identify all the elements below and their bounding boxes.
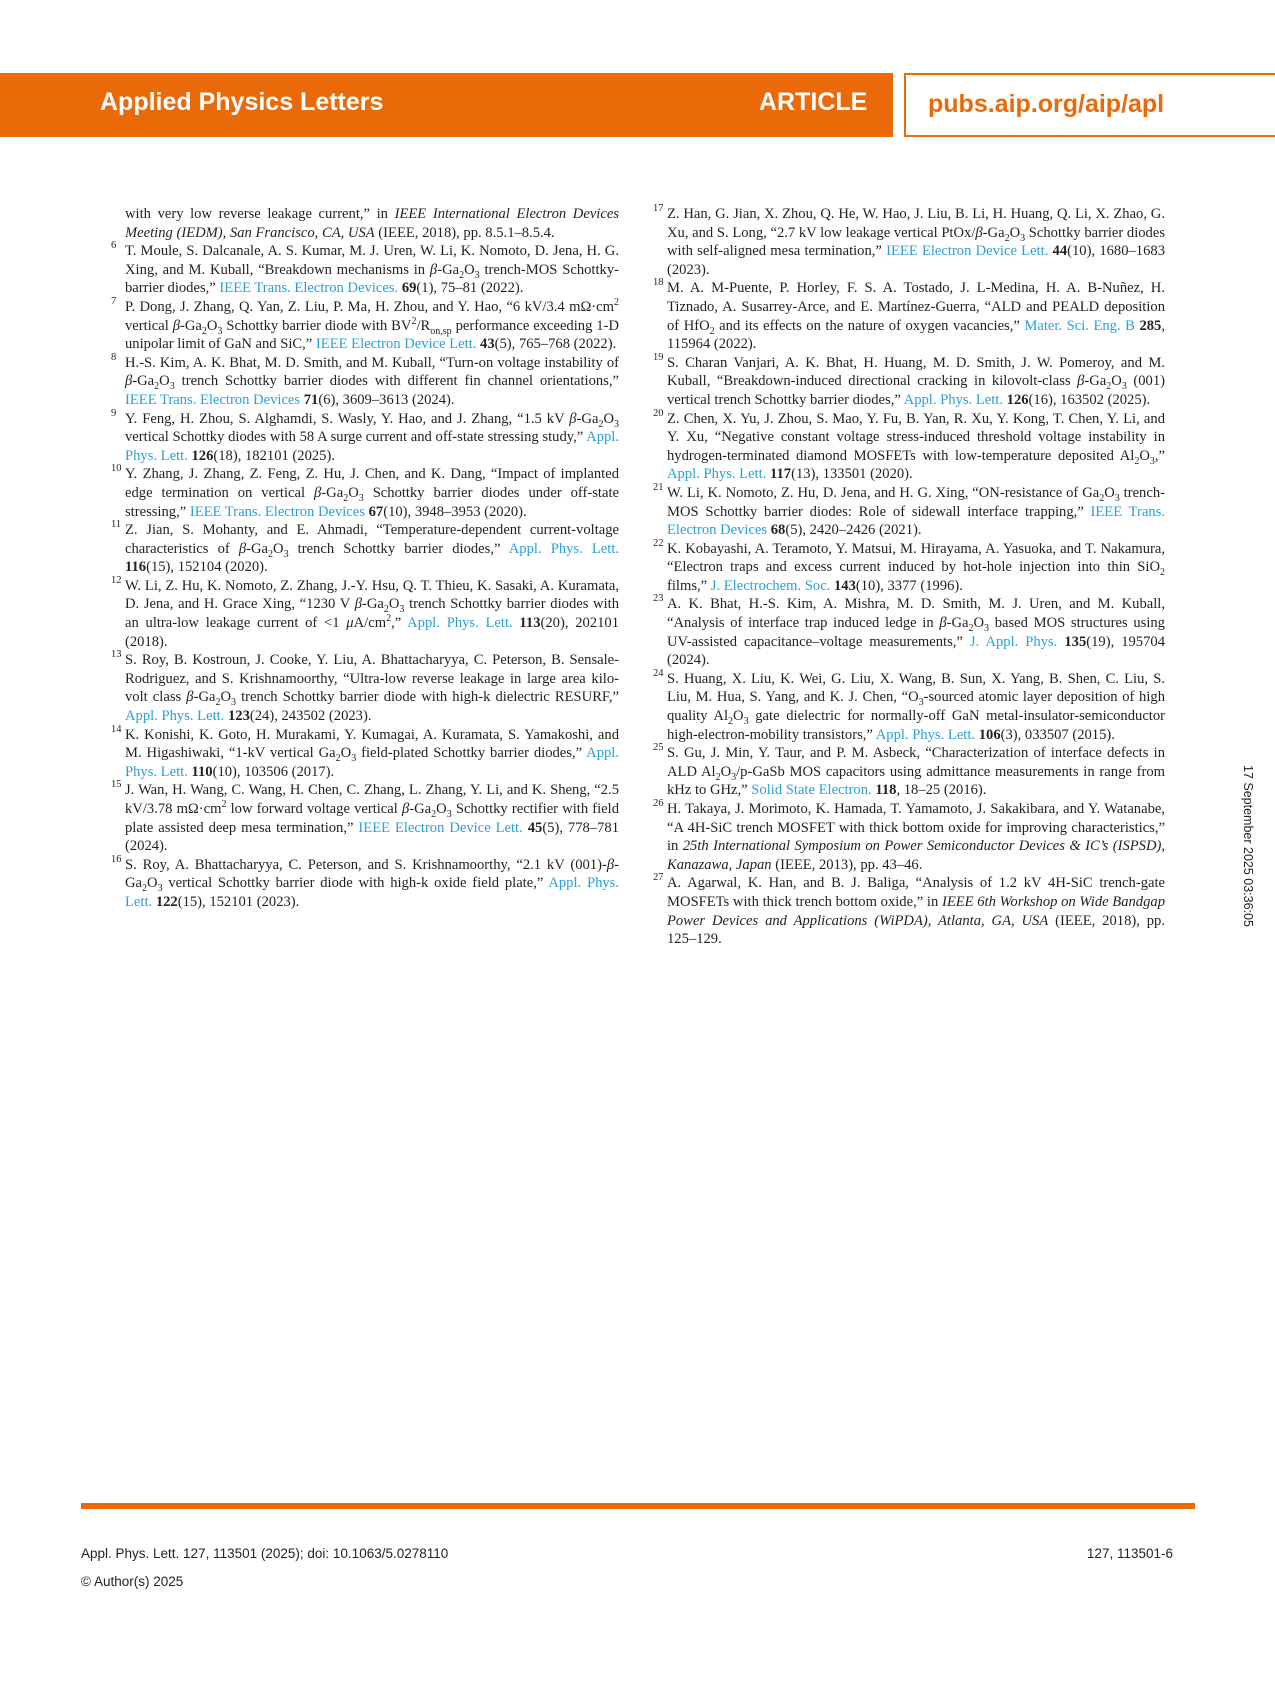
download-timestamp: 17 September 2025 03:36:05	[1241, 765, 1255, 927]
reference-text: O	[348, 484, 359, 501]
reference-text: Schottky barrier diodes under off-state stressing,”	[125, 484, 619, 520]
reference-text: (18), 182101 (2025).	[213, 447, 335, 464]
reference-number: 23	[653, 593, 664, 605]
reference-volume: 113	[519, 615, 541, 632]
reference-italic-text: β	[429, 261, 438, 278]
reference-text: (13), 133501 (2020).	[791, 466, 913, 483]
reference-italic-text: IEEE 6th Workshop on Wide Bandgap Power Devices and Applications (WiPDA), Atlanta, GA, USA	[667, 893, 1165, 929]
reference-text: /p-GaSb MOS capacitors using admittance measurements in range from kHz to GHz,”	[667, 763, 1165, 799]
reference-text: Z. Jian, S. Mohanty, and E. Ahmadi, “Temperature-dependent current-voltage characteristics of	[125, 522, 619, 557]
reference-text: O	[340, 745, 352, 762]
reference-number: 21	[653, 481, 664, 493]
reference-text: films,”	[667, 577, 711, 594]
footer-copyright: © Author(s) 2025	[81, 1574, 184, 1589]
reference-text: O	[1111, 373, 1122, 390]
reference-number: 17	[653, 203, 664, 214]
journal-link[interactable]: IEEE Electron Device Lett.	[358, 819, 523, 836]
reference-volume: 106	[978, 726, 1001, 743]
subscript: 3	[217, 325, 223, 337]
reference-text: ,”	[391, 615, 408, 632]
reference-text: Y. Zhang, J. Zhang, Z. Feng, Z. Hu, J. Chen, and K. Dang, “Impact of implanted edge termination on vertical	[125, 466, 619, 501]
journal-url-link[interactable]: pubs.aip.org/aip/apl	[928, 90, 1165, 118]
reference-text: (15), 152104 (2020).	[146, 559, 268, 576]
journal-link[interactable]: Mater. Sci. Eng. B	[1024, 317, 1135, 334]
journal-link[interactable]: Appl. Phys. Lett.	[125, 745, 620, 780]
footer-page-number: 127, 113501-6	[1086, 1546, 1173, 1561]
reference-text: O	[973, 615, 985, 632]
reference-text: K. Kobayashi, A. Teramoto, Y. Matsui, M. Hirayama, A. Yasuoka, and T. Nakamura, “Electron traps and excess current induced by hot-hole injection into thin SiO	[667, 540, 1165, 576]
subscript: 2	[1106, 381, 1112, 393]
reference-text: O	[733, 708, 744, 725]
reference-number: 13	[111, 649, 122, 661]
reference-text: (16), 163502 (2025).	[1028, 391, 1151, 408]
reference-volume: 126	[191, 447, 214, 464]
reference-text: -Ga	[321, 484, 344, 501]
reference-text: (5), 778–781 (2024).	[125, 819, 619, 855]
reference-text: O	[1009, 224, 1021, 241]
reference-text: -Ga	[179, 317, 202, 334]
subscript: 3	[446, 808, 452, 820]
reference-entry	[653, 277, 1165, 353]
reference-volume: 117	[769, 466, 792, 483]
reference-text: K. Konishi, K. Goto, H. Murakami, Y. Kumagai, A. Kuramata, S. Yamakoshi, and M. Higashiwaki, “1-kV vertical Ga	[125, 726, 619, 762]
reference-entry	[125, 205, 619, 242]
reference-number: 19	[653, 351, 664, 363]
reference-number: 7	[111, 295, 117, 307]
subscript: 3	[399, 604, 405, 616]
reference-volume: 44	[1052, 243, 1068, 260]
reference-text: S. Charan Vanjari, A. K. Bhat, H. Huang, M. D. Smith, J. W. Pomeroy, and M. Kuball, “Breakdown-induced directional cracking in kilovolt-class	[667, 354, 1165, 390]
reference-text: trench Schottky barrier diodes,”	[288, 540, 509, 557]
reference-text: ,”	[1154, 447, 1165, 464]
reference-text: trench Schottky barrier diodes with different fin channel orientations,”	[174, 373, 619, 390]
reference-italic-text: β	[1077, 373, 1085, 390]
reference-volume: 116	[125, 559, 147, 576]
reference-text: -Ga	[946, 615, 969, 632]
journal-link[interactable]: Appl. Phys. Lett.	[875, 726, 976, 743]
reference-italic-text: β	[569, 410, 577, 427]
superscript: 2	[221, 799, 227, 811]
reference-text: O	[159, 373, 170, 390]
reference-text: H.-S. Kim, A. K. Bhat, M. D. Smith, and M. Kuball, “Turn-on voltage instability of	[125, 354, 619, 371]
subscript: 2	[1134, 455, 1140, 467]
reference-number: 12	[111, 574, 122, 586]
reference-text: (6), 3609–3613 (2024).	[318, 391, 455, 408]
reference-text: S. Roy, B. Kostroun, J. Cooke, Y. Liu, A. Bhattacharyya, C. Peterson, B. Sensale-Rodriguez, and S. Krishnamoorthy, “Ultra-low reverse leakage in large area kilo-volt class	[125, 652, 619, 706]
reference-entry	[653, 667, 1166, 744]
journal-link[interactable]: Solid State Electron.	[751, 782, 872, 799]
reference-italic-text: β	[939, 615, 947, 632]
reference-number: 24	[653, 667, 664, 679]
reference-number: 9	[111, 407, 117, 419]
subscript: 3	[1020, 232, 1026, 244]
reference-text: S. Gu, J. Min, Y. Taur, and P. M. Asbeck, “Characterization of interface defects in ALD Al	[667, 745, 1165, 780]
reference-text: P. Dong, J. Zhang, Q. Yan, Z. Liu, P. Ma, H. Zhou, and Y. Hao, “6 kV/3.4 mΩ·cm	[125, 298, 614, 315]
reference-text: (001) vertical trench Schottky barrier diodes,”	[667, 373, 1165, 408]
reference-text: low forward voltage vertical	[226, 801, 402, 817]
superscript: 2	[386, 613, 392, 625]
reference-text: W. Li, Z. Hu, K. Nomoto, Z. Zhang, J.-Y. Hsu, Q. T. Thieu, K. Sasaki, A. Kuramata, D. Jena, and H. Grace Xing, “1230 V	[125, 577, 619, 613]
reference-text: A/cm	[353, 615, 387, 632]
reference-text: S. Roy, A. Bhattacharyya, C. Peterson, and S. Krishnamoorthy, “2.1 kV (001)-	[125, 856, 607, 873]
journal-link[interactable]: Appl. Phys. Lett.	[667, 466, 767, 483]
reference-number: 8	[111, 351, 117, 363]
subscript: 2	[335, 753, 341, 765]
subscript: 3	[358, 492, 364, 504]
journal-link[interactable]: J. Electrochem. Soc.	[710, 577, 831, 594]
journal-link[interactable]: IEEE Trans. Electron Devices	[189, 503, 365, 520]
reference-text: vertical	[125, 317, 173, 334]
reference-entry	[111, 853, 619, 912]
reference-entry	[653, 203, 1166, 279]
journal-link[interactable]: Appl. Phys. Lett.	[903, 391, 1003, 408]
reference-text: (10), 1680–1683 (2023).	[667, 243, 1165, 278]
reference-text: /R	[416, 317, 431, 334]
reference-text: -Ga	[132, 373, 155, 390]
reference-entry	[111, 351, 619, 410]
reference-text: vertical Schottky diodes with 58 A surge current and off-state stressing study,”	[125, 429, 587, 446]
journal-link[interactable]: IEEE Trans. Electron Devices	[125, 391, 301, 408]
reference-text: O	[388, 596, 400, 613]
reference-text: J. Wan, H. Wang, C. Wang, H. Chen, C. Zhang, L. Zhang, Y. Li, and K. Sheng, “2.5 kV/3.78 mΩ·cm	[125, 782, 619, 817]
subscript: 2	[215, 697, 221, 709]
subscript: 2	[343, 492, 349, 504]
reference-text: -Ga	[246, 540, 269, 557]
subscript: 3	[731, 771, 737, 783]
reference-volume: 123	[227, 708, 250, 725]
reference-text: S. Huang, X. Liu, K. Wei, G. Liu, X. Wang, B. Sun, X. Yang, B. Shen, C. Liu, S. Liu, M. Hua, S. Yang, and K. J. Chen, “O	[667, 670, 1165, 706]
subscript: 2	[142, 883, 148, 895]
reference-text: trench-MOS Schottky-barrier diodes,”	[125, 261, 619, 297]
reference-text: O	[273, 540, 284, 557]
subscript: 2	[598, 418, 604, 430]
reference-entry	[653, 593, 1165, 669]
reference-text: -Ga	[437, 261, 460, 278]
subscript: on,sp	[430, 325, 452, 337]
subscript: 3	[1114, 492, 1120, 504]
subscript: 2	[431, 808, 437, 820]
reference-number: 15	[111, 779, 122, 791]
reference-text: (5), 765–768 (2022).	[494, 336, 617, 353]
subscript: 2	[459, 269, 465, 281]
subscript: 3	[614, 418, 619, 430]
reference-text: (10), 3377 (1996).	[855, 577, 963, 594]
reference-volume: 67	[368, 503, 384, 520]
subscript: 2	[1099, 492, 1105, 504]
reference-volume: 45	[527, 819, 543, 836]
reference-entry	[111, 295, 619, 354]
reference-text: H. Takaya, J. Morimoto, K. Hamada, T. Yamamoto, J. Sakakibara, and Y. Watanabe, “A 4H-SiC trench MOSFET with thick bottom oxide for improving characteristics,” in	[667, 801, 1165, 855]
reference-text: O	[720, 763, 732, 780]
reference-number: 10	[111, 463, 122, 475]
reference-volume: 285	[1139, 317, 1162, 334]
reference-text: based MOS structures using UV-assisted capacitance–voltage measurements,”	[667, 615, 1165, 650]
reference-number: 14	[111, 723, 122, 735]
journal-link[interactable]: Appl. Phys. Lett.	[407, 615, 513, 632]
reference-italic-text: β	[354, 596, 362, 613]
reference-italic-text: β	[186, 689, 194, 706]
subscript: 2	[728, 715, 734, 727]
reference-entry	[111, 240, 619, 298]
reference-text: O	[1139, 447, 1150, 464]
reference-text: -Ga	[409, 801, 432, 817]
reference-italic-text: β	[975, 224, 983, 241]
reference-volume: 118	[875, 782, 897, 799]
reference-text: Schottky barrier diodes with self-aligned mesa termination,”	[667, 224, 1166, 260]
reference-text: vertical Schottky barrier diode with high-k oxide field plate,”	[162, 875, 549, 892]
reference-text: -Ga	[125, 856, 619, 892]
subscript: 3	[351, 753, 357, 765]
journal-link[interactable]: Appl. Phys. Lett.	[125, 875, 619, 910]
superscript: 2	[614, 297, 619, 309]
reference-entry	[111, 574, 620, 651]
reference-volume: 71	[303, 391, 319, 408]
reference-text: O	[464, 261, 475, 278]
subscript: 3	[231, 697, 237, 709]
reference-volume: 68	[770, 522, 786, 539]
article-type-label: ARTICLE	[759, 88, 868, 116]
reference-text: Schottky barrier diode with BV	[222, 317, 412, 334]
reference-entry	[111, 519, 620, 577]
reference-text: O	[206, 317, 218, 334]
subscript: 3	[474, 269, 480, 281]
reference-number: 25	[653, 742, 664, 754]
reference-text: (24), 243502 (2023).	[249, 708, 372, 725]
reference-italic-text: β	[606, 856, 615, 873]
footer-divider	[81, 1503, 1195, 1509]
reference-text: Schottky rectifier with field plate assisted deep mesa termination,”	[125, 801, 620, 836]
journal-title: Applied Physics Letters	[100, 88, 384, 116]
subscript: 2	[709, 325, 715, 337]
subscript: 3	[169, 381, 175, 393]
reference-entry	[653, 798, 1166, 874]
journal-link[interactable]: IEEE Electron Device Lett.	[886, 243, 1049, 260]
subscript: 2	[268, 548, 274, 560]
reference-entry	[111, 779, 620, 855]
reference-text: A. K. Bhat, H.-S. Kim, A. Mishra, M. D. Smith, M. J. Uren, and M. Kuball, “Analysis of interface trap induced ledge in	[667, 596, 1165, 632]
subscript: 2	[968, 622, 974, 634]
reference-volume: 69	[401, 280, 417, 297]
subscript: 2	[1160, 567, 1165, 579]
reference-text: , 115964 (2022).	[667, 317, 1165, 353]
reference-text: Z. Chen, X. Yu, J. Zhou, S. Mao, Y. Fu, B. Yan, R. Xu, Y. Kong, T. Chen, Y. Li, and Y. Xu, “Negative constant voltage stress-induced threshold voltage instability in hydrogen-terminated diamond MOSFETs with low-temperature deposited Al	[667, 410, 1165, 464]
subscript: 2	[383, 604, 389, 616]
reference-text: -Ga	[193, 689, 216, 706]
reference-text: M. A. M-Puente, P. Horley, F. S. A. Tostado, J. L-Medina, H. A. B-Nuñez, H. Tiznado, A. Susarrey-Arce, and E. Martínez-Guerra, “ALD and PEALD deposition of HfO	[667, 280, 1165, 334]
reference-text: (IEEE, 2018), pp. 8.5.1–8.5.4.	[374, 224, 555, 241]
journal-link[interactable]: IEEE Trans. Electron Devices	[667, 503, 1165, 539]
reference-text: O	[436, 801, 447, 817]
reference-volume: 126	[1006, 391, 1029, 408]
reference-text: (IEEE, 2018), pp. 125–129.	[667, 912, 1166, 948]
reference-italic-text: β	[314, 484, 322, 501]
reference-number: 20	[653, 407, 664, 419]
reference-text: and its effects on the nature of oxygen vacancies,”	[714, 317, 1025, 334]
reference-text: (10), 3948–3953 (2020).	[383, 503, 527, 520]
subscript: 3	[1121, 381, 1127, 393]
reference-text: (3), 033507 (2015).	[1000, 726, 1115, 743]
reference-text: gate dielectric for normally-off GaN metal-insulator-semiconductor high-electron-mobility transistors,”	[667, 708, 1166, 743]
reference-text: -sourced atomic layer deposition of high quality Al	[667, 689, 1165, 725]
references-left-column	[111, 205, 620, 912]
subscript: 2	[154, 381, 160, 393]
reference-text: (10), 103506 (2017).	[212, 763, 335, 780]
reference-italic-text: β	[401, 801, 410, 817]
reference-text: W. Li, K. Nomoto, Z. Hu, D. Jena, and H. G. Xing, “ON-resistance of Ga	[667, 484, 1100, 501]
reference-text: (IEEE, 2013), pp. 43–46.	[771, 856, 923, 873]
reference-text: T. Moule, S. Dalcanale, A. S. Kumar, M. J. Uren, W. Li, K. Nomoto, D. Jena, H. G. Xing, and M. Kuball, “Breakdown mechanisms in	[125, 243, 619, 278]
reference-text: -Ga	[1084, 373, 1107, 390]
reference-volume: 122	[155, 893, 178, 910]
reference-text: trench-MOS Schottky barrier diodes: Role of sidewall interface trapping,”	[667, 484, 1165, 520]
reference-text: (1), 75–81 (2022).	[416, 280, 524, 297]
reference-entry	[653, 537, 1165, 596]
subscript: 3	[157, 883, 163, 895]
reference-text: A. Agarwal, K. Han, and B. J. Baliga, “Analysis of 1.2 kV 4H-SiC trench-gate MOSFETs with thick trench bottom oxide,” in	[667, 875, 1165, 910]
reference-text: (5), 2420–2426 (2021).	[785, 522, 922, 539]
reference-number: 18	[653, 277, 664, 289]
journal-link[interactable]: J. Appl. Phys.	[969, 633, 1058, 650]
reference-text: Y. Feng, H. Zhou, S. Alghamdi, S. Wasly, Y. Hao, and J. Zhang, “1.5 kV	[125, 410, 570, 427]
reference-number: 22	[653, 537, 664, 549]
reference-text: , 18–25 (2016).	[896, 782, 987, 799]
reference-text: -Ga	[576, 410, 599, 427]
superscript: 2	[411, 315, 417, 327]
reference-entry	[111, 723, 620, 782]
reference-text: (19), 195704 (2024).	[667, 633, 1165, 669]
subscript: 3	[984, 622, 990, 634]
subscript: 3	[1149, 455, 1155, 467]
reference-italic-text: β	[125, 373, 133, 390]
journal-link[interactable]: Appl. Phys. Lett.	[125, 429, 619, 464]
reference-text: trench Schottky barrier diode with high-k dielectric RESURF,”	[236, 689, 619, 706]
reference-entry	[111, 649, 619, 725]
subscript: 3	[918, 697, 924, 709]
reference-italic-text: IEEE International Electron Devices Meeting (IEDM), San Francisco, CA, USA	[125, 206, 619, 241]
reference-text: field-plated Schottky barrier diodes,”	[356, 745, 587, 762]
reference-text: O	[147, 875, 158, 892]
reference-text: trench Schottky barrier diodes with an ultra-low leakage current of <1	[125, 596, 620, 632]
reference-text: (15), 152101 (2023).	[177, 893, 300, 910]
reference-entry	[653, 872, 1166, 948]
reference-entry	[111, 407, 619, 466]
references-right-column	[653, 203, 1166, 949]
reference-italic-text: μ	[346, 615, 354, 632]
subscript: 2	[1004, 232, 1010, 244]
reference-entry	[653, 481, 1165, 540]
reference-volume: 43	[480, 336, 495, 353]
subscript: 2	[715, 771, 721, 783]
reference-text: Z. Han, G. Jian, X. Zhou, Q. He, W. Hao, J. Liu, B. Li, H. Huang, Q. Li, X. Zhao, G. Xu, and S. Long, “2.7 kV low leakage vertical PtOx/	[667, 206, 1165, 241]
reference-entry	[653, 351, 1165, 410]
reference-entry	[111, 463, 619, 521]
reference-number: 11	[111, 519, 122, 531]
reference-italic-text: β	[238, 540, 247, 557]
reference-text: -Ga	[361, 596, 384, 613]
reference-number: 27	[653, 872, 664, 884]
reference-entry	[653, 407, 1165, 484]
reference-italic-text: 25th International Symposium on Power Semiconductor Devices & IC’s (ISPSD), Kanazawa, Japan	[667, 838, 1166, 873]
journal-link[interactable]: Appl. Phys. Lett.	[125, 708, 225, 725]
reference-number: 26	[653, 798, 664, 809]
subscript: 2	[201, 325, 207, 337]
journal-link[interactable]: Appl. Phys. Lett.	[508, 540, 620, 557]
subscript: 3	[283, 548, 289, 560]
subscript: 3	[743, 715, 749, 727]
reference-number: 6	[111, 240, 117, 252]
reference-text: O	[220, 689, 232, 706]
reference-entry	[653, 742, 1165, 800]
journal-link[interactable]: IEEE Electron Device Lett.	[315, 336, 477, 353]
reference-text: -Ga	[982, 224, 1005, 241]
reference-volume: 143	[834, 577, 856, 594]
reference-volume: 110	[191, 763, 213, 780]
reference-text: with very low reverse leakage current,” in	[125, 206, 395, 222]
journal-link[interactable]: IEEE Trans. Electron Devices.	[219, 280, 399, 297]
footer-citation: Appl. Phys. Lett. 127, 113501 (2025); doi: 10.1063/5.0278110	[81, 1546, 449, 1561]
reference-text: performance exceeding 1-D unipolar limit of GaN and SiC,”	[125, 317, 619, 353]
reference-number: 16	[111, 853, 122, 865]
reference-text: O	[603, 410, 614, 427]
reference-text: O	[1104, 484, 1115, 501]
reference-volume: 135	[1064, 633, 1087, 650]
reference-text: (20), 202101 (2018).	[125, 615, 619, 650]
reference-italic-text: β	[172, 317, 180, 334]
